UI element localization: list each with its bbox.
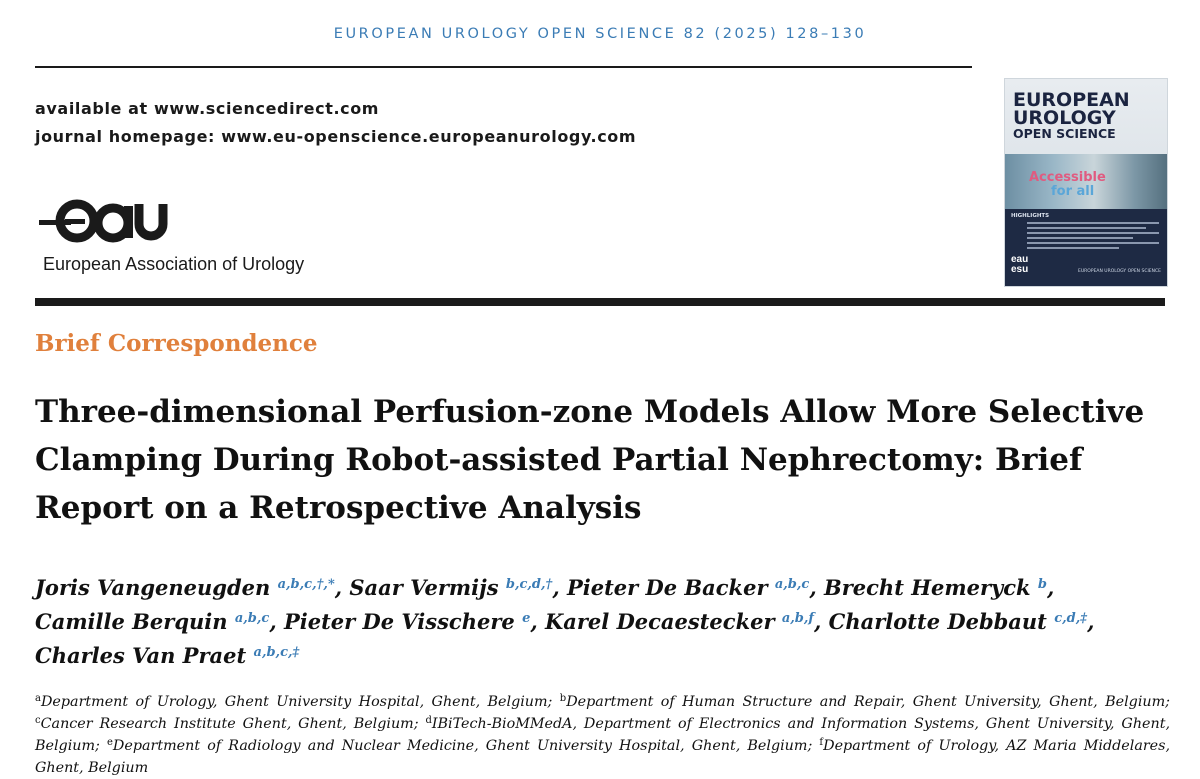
author-separator: , <box>334 575 350 600</box>
author-affiliation-marks[interactable]: e <box>522 611 531 626</box>
cover-title: EUROPEAN UROLOGY OPEN SCIENCE <box>1013 89 1130 141</box>
author-affiliation-marks[interactable]: a,b,c <box>774 577 810 592</box>
eau-logo-icon <box>35 190 175 250</box>
author-separator: , <box>1087 609 1095 634</box>
journal-homepage-link[interactable]: journal homepage: www.eu-openscience.europeanurology.com <box>35 127 637 146</box>
author-name[interactable]: Karel Decaestecker <box>545 609 782 634</box>
affiliation-key: f <box>819 737 824 748</box>
author-name[interactable]: Brecht Hemeryck <box>823 575 1038 600</box>
section-label: Brief Correspondence <box>35 330 318 357</box>
cover-logos: eau esu <box>1011 254 1029 275</box>
availability-link[interactable]: available at www.sciencedirect.com <box>35 99 380 118</box>
affiliation-list <box>35 691 1170 779</box>
author-list <box>35 571 1175 673</box>
cover-meta <box>1013 142 1159 152</box>
author-separator: , <box>814 609 829 634</box>
affiliation-key: d <box>425 715 432 726</box>
affiliation-text: Department of Urology, Ghent University Hospital, Ghent, Belgium; <box>40 694 560 710</box>
journal-header: EUROPEAN UROLOGY OPEN SCIENCE 82 (2025) 128–130 <box>333 26 867 42</box>
author-name[interactable]: Joris Vangeneugden <box>35 575 278 600</box>
affiliation-text: Department of Radiology and Nuclear Medicine, Ghent University Hospital, Ghent, Belgium; <box>112 738 820 754</box>
affiliation-key: e <box>107 737 113 748</box>
cover-footer: EUROPEAN UROLOGY OPEN SCIENCE <box>1078 269 1161 274</box>
author-affiliation-marks[interactable]: a,b,f <box>781 611 815 626</box>
affiliation-key: a <box>35 693 41 704</box>
author-separator: , <box>269 609 284 634</box>
author-affiliation-marks[interactable]: a,b,c <box>234 611 270 626</box>
journal-cover[interactable] <box>1004 78 1168 287</box>
cover-tagline: Accessible for all <box>1029 170 1106 199</box>
author-name[interactable]: Pieter De Visschere <box>283 609 523 634</box>
author-name[interactable]: Camille Berquin <box>35 609 235 634</box>
affiliation-key: b <box>559 693 567 704</box>
author-affiliation-marks[interactable]: a,b,c,‡ <box>253 645 300 660</box>
author-name[interactable]: Saar Vermijs <box>349 575 506 600</box>
header-rule <box>35 298 1165 306</box>
author-name[interactable]: Charles Van Praet <box>35 643 254 668</box>
article-title: Three-dimensional Perfusion-zone Models Allow More Selective Clamping During Robot-assisted Partial Nephrectomy: Brief Report on a Retrospective Analysis <box>35 394 1145 526</box>
author-affiliation-marks[interactable]: a,b,c,†,* <box>277 577 335 592</box>
author-affiliation-marks[interactable]: b <box>1037 577 1047 592</box>
affiliation-text: Department of Human Structure and Repair, Ghent University, Ghent, Belgium; <box>566 694 1170 710</box>
affiliation-text: Department of Urology, AZ Maria Middelares, Ghent, Belgium <box>35 738 1171 776</box>
top-rule <box>35 66 972 68</box>
affiliation-text: Cancer Research Institute Ghent, Ghent, Belgium; <box>40 716 426 732</box>
cover-highlights-label: HIGHLIGHTS <box>1011 213 1050 219</box>
cover-highlight-lines <box>1027 222 1159 252</box>
author-separator: , <box>530 609 545 634</box>
author-separator: , <box>552 575 567 600</box>
author-affiliation-marks[interactable]: c,d,‡ <box>1054 611 1088 626</box>
author-affiliation-marks[interactable]: b,c,d,† <box>505 577 553 592</box>
author-separator: , <box>809 575 824 600</box>
society-name: European Association of Urology <box>43 254 305 274</box>
affiliation-key: c <box>35 715 41 726</box>
affiliation-text: IBiTech-BioMMedA, Department of Electronics and Information Systems, Ghent University, Ghent, Belgium; <box>35 716 1170 754</box>
author-name[interactable]: Charlotte Debbaut <box>828 609 1055 634</box>
author-name[interactable]: Pieter De Backer <box>566 575 775 600</box>
author-separator: , <box>1047 575 1055 600</box>
